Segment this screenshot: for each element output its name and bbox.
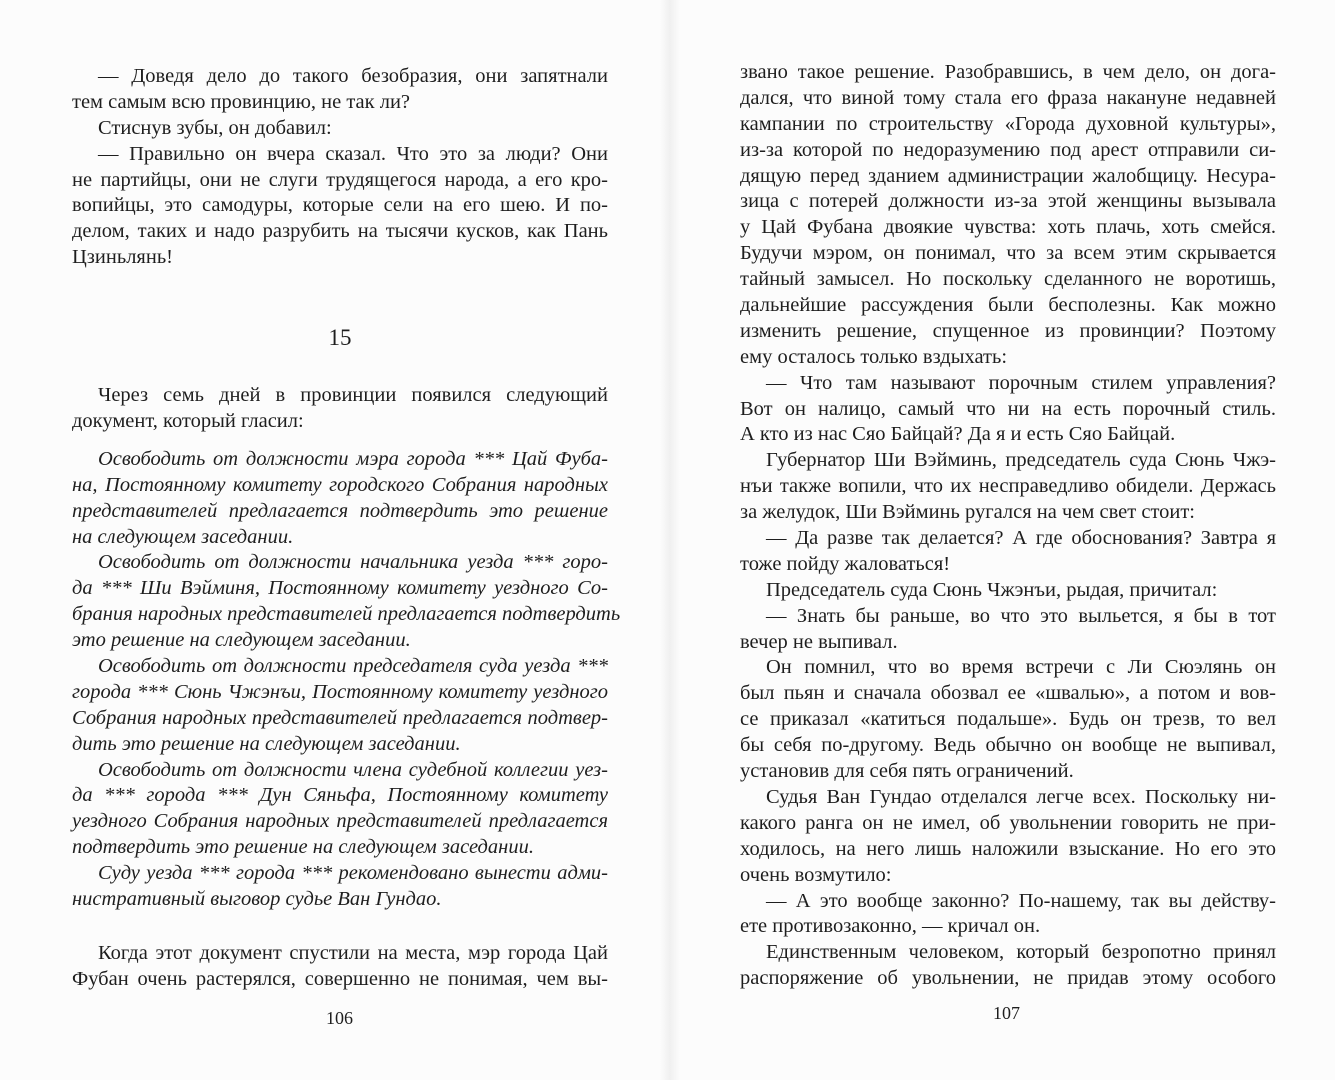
text-block — [740, 60, 1276, 992]
text-line: за желудок, Ши Вэйминь ругался на чем свет стоит: — [740, 501, 1196, 524]
text-line: брания народных представителей предлагается подтвердить — [72, 603, 621, 626]
paragraph — [740, 526, 1276, 578]
paragraph — [740, 655, 1276, 784]
text-line: Суду уезда *** города *** рекомендовано вынести адми- — [98, 862, 608, 885]
text-line: бы себя по-другому. Ведь обычно он вообще не выпивал, — [740, 734, 1276, 757]
text-line: документ, который гласил: — [72, 410, 304, 433]
paragraph — [740, 60, 1276, 371]
text-line: не партийцы, они не слуги трудящегося народа, а его кро- — [72, 168, 608, 191]
text-line: звано такое решение. Разобравшись, в чем дело, он дога- — [740, 61, 1276, 83]
text-line: какого ранга он не имел, об увольнении говорить не при- — [740, 811, 1276, 834]
decree-text — [72, 447, 621, 913]
paragraph — [72, 142, 608, 271]
text-line: да *** города *** Дун Сяньфа, Постоянному комитету — [72, 784, 608, 807]
text-line: ете противозаконно, — кричал он. — [740, 915, 1041, 938]
text-line: Освободить от должности председателя суда уезда *** — [98, 655, 608, 678]
text-line: — Правильно он вчера сказал. Что это за люди? Они — [98, 142, 608, 165]
text-line: был пьян и сначала обозвал ее «швалью», а потом и вов- — [740, 682, 1276, 705]
text-line: Когда этот документ спустили на места, мэр города Цай — [98, 941, 608, 964]
text-line: — Да разве так делается? А где обоснования? Завтра я — [766, 527, 1276, 550]
paragraph — [72, 758, 608, 862]
paragraph — [72, 116, 608, 142]
text-line: Вот он налицо, самый что ни на есть порочный стиль. — [740, 397, 1276, 420]
text-line: Цзиньлянь! — [72, 246, 173, 269]
text-line: Фубан очень растерялся, совершенно не понимая, чем вы- — [72, 967, 608, 990]
text-line: Единственным человеком, который безропотно принял — [766, 941, 1276, 964]
text-line: изменить решение, спущенное из провинции? Поэтому — [740, 319, 1276, 342]
text-line: распоряжение об увольнении, не придав этому особого — [740, 967, 1276, 990]
text-line: дался, что виной тому стала его фраза накануне недавней — [740, 86, 1276, 109]
text-line: се приказал «катиться подальше». Будь он трезв, то вел — [740, 708, 1276, 731]
paragraph — [72, 654, 608, 758]
text-line: нистративный выговор судье Ван Гундао. — [72, 888, 442, 911]
text-line: А кто из нас Сяо Байцай? Да я и есть Сяо Байцай. — [740, 423, 1176, 446]
text-line: ему осталось только вздыхать: — [740, 345, 1008, 368]
paragraph — [72, 941, 608, 993]
text-line: дящую перед зданием администрации жалобщицу. Несура- — [740, 164, 1276, 187]
text-line: представителей предлагается подтвердить это решение — [72, 499, 608, 522]
paragraph — [740, 940, 1276, 992]
text-line: уездного Собрания народных представителей предлагается — [72, 810, 608, 833]
text-line: нъи также вопили, что их несправедливо обидели. Держась — [740, 475, 1276, 498]
text-block-b — [72, 383, 608, 435]
text-line: тайный замысел. Но поскольку сделанного не воротишь, — [740, 268, 1276, 291]
text-line: Через семь дней в провинции появился следующий — [98, 384, 608, 407]
paragraph — [72, 447, 608, 551]
text-line: тем самым всю провинцию, не так ли? — [72, 90, 411, 113]
text-line: — Доведя дело до такого безобразия, они запятнали — [98, 65, 608, 87]
page-number-left: 106 — [326, 1008, 353, 1028]
text-line: Будучи мэром, он понимал, что за всем этим скрывается — [740, 242, 1276, 265]
text-line: кампании по строительству «Города духовной культуры», — [740, 112, 1276, 135]
text-line: установив для себя пять ограничений. — [740, 760, 1074, 783]
text-block-a — [72, 64, 608, 271]
text-line: тоже пойду жаловаться! — [740, 552, 951, 575]
paragraph — [72, 64, 608, 116]
text-line: делом, таких и надо разрубить на тысячи кусков, как Пань — [72, 220, 608, 243]
text-line: города *** Сюнь Чжэнъи, Постоянному комитету уездного — [72, 680, 608, 703]
paragraph — [740, 785, 1276, 889]
paragraph — [740, 371, 1276, 449]
text-line: Председатель суда Сюнь Чжэнъи, рыдая, причитал: — [766, 578, 1218, 601]
text-line: Освободить от должности члена судебной коллегии уез- — [98, 758, 608, 781]
paragraph — [740, 448, 1276, 526]
right-page-text — [740, 60, 1276, 992]
paragraph — [740, 578, 1276, 604]
paragraph — [72, 383, 608, 435]
text-line: Собрания народных представителей предлагается подтвер- — [72, 706, 608, 729]
text-block-c — [72, 941, 608, 993]
text-line: на следующем заседании. — [72, 525, 294, 548]
book-gutter — [660, 0, 680, 1080]
page-number-right: 107 — [993, 1003, 1020, 1023]
text-line: Освободить от должности начальника уезда *** горо- — [98, 551, 608, 574]
chapter-heading: 15 — [328, 325, 352, 351]
text-line: зица с потерей должности из-за этой женщины вызывала — [740, 190, 1276, 213]
paragraph — [740, 604, 1276, 656]
text-line: Судья Ван Гундао отделался легче всех. Поскольку ни- — [766, 785, 1276, 808]
text-line: да *** Ши Вэйминя, Постоянному комитету уездного Со- — [72, 577, 608, 600]
text-line: это решение на следующем заседании. — [72, 629, 411, 652]
text-line: Губернатор Ши Вэйминь, председатель суда Сюнь Чжэ- — [766, 449, 1276, 472]
left-page-text — [72, 64, 621, 993]
text-line: у Цай Фубана двоякие чувства: хоть плачь, хоть смейся. — [740, 216, 1276, 239]
text-line: дить это решение на следующем заседании. — [72, 732, 461, 755]
text-line: Освободить от должности мэра города *** Цай Фуба- — [98, 447, 608, 470]
text-line: из-за которой по недоразумению под арест отправили си- — [740, 138, 1276, 161]
text-line: ходилось, на него лишь наложили взыскание. Но его это — [740, 837, 1276, 860]
paragraph — [740, 889, 1276, 941]
text-line: Стиснув зубы, он добавил: — [98, 116, 332, 139]
text-line: на, Постоянному комитету городского Собрания народных — [72, 473, 608, 496]
text-line: — Знать бы раньше, во что это выльется, я бы в тот — [766, 604, 1276, 627]
paragraph — [72, 861, 608, 913]
paragraph — [72, 550, 621, 654]
text-line: вопийцы, это самодуры, которые сели на его шею. И по- — [72, 194, 608, 217]
text-line: подтвердить это решение на следующем заседании. — [72, 836, 534, 859]
text-line: — Что там называют порочным стилем управления? — [766, 371, 1276, 394]
text-line: очень возмутило: — [740, 863, 892, 886]
text-line: Он помнил, что во время встречи с Ли Сюэлянь он — [766, 656, 1276, 679]
text-line: дальнейшие рассуждения были бесполезны. Как можно — [740, 294, 1276, 317]
text-line: — А это вообще законно? По-нашему, так вы действу- — [766, 889, 1276, 912]
text-line: вечер не выпивал. — [740, 630, 898, 653]
